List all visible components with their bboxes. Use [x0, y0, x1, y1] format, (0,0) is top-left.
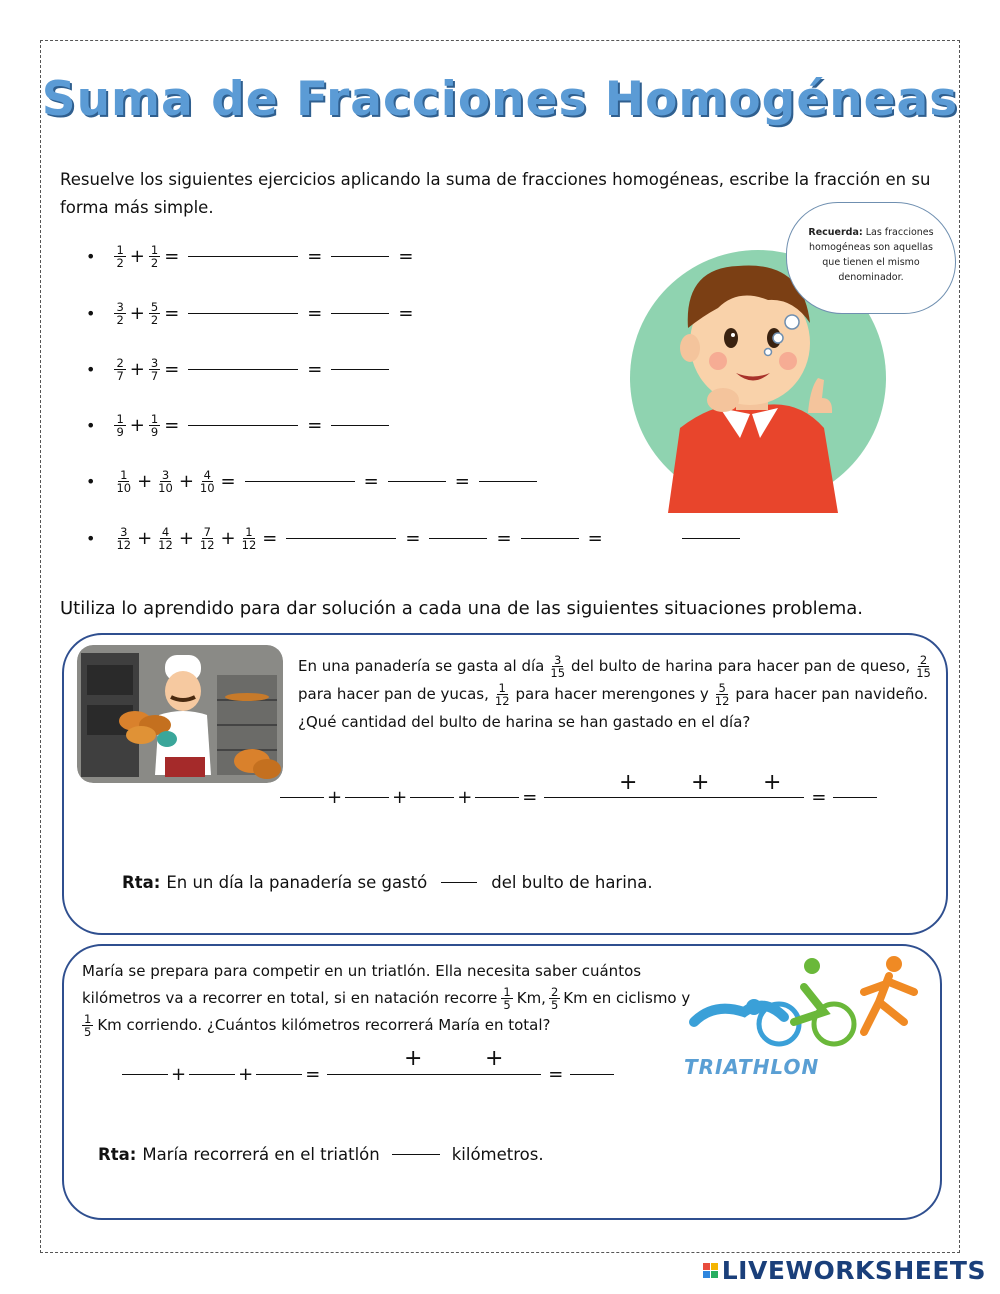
reminder-text: Las fracciones homogéneas son aquellas que tienen el mismo denominador. — [808, 227, 934, 283]
plus-sign: + — [178, 527, 194, 549]
problem1-fraction-1: $\frac{3}{15}$ — [550, 652, 566, 680]
bullet: • — [86, 471, 96, 491]
equals-sign: = — [262, 527, 278, 549]
answer-blank[interactable] — [570, 1074, 614, 1075]
problem1-fraction-2: $\frac{2}{15}$ — [916, 652, 931, 680]
problem1-text: En una panadería se gasta al día $\frac{3}{15}$ del bulto de harina para hacer pan de queso, $\frac{2}{15}$ para hacer pan de yucas, $\frac{1}{12}$ para hacer merengones y $\frac{5}{12}$ para hacer pan navideño. ¿Qué cantidad del bulto de harina se han gastado en el día? — [298, 652, 928, 736]
answer-blank[interactable] — [833, 797, 877, 798]
answer-blank[interactable] — [188, 425, 298, 426]
problem2-fraction-1: $\frac{1}{5}$ — [503, 985, 511, 1012]
answer-blank[interactable] — [188, 256, 298, 257]
rta-label: Rta: — [98, 1145, 137, 1164]
plus-sign: + — [178, 470, 194, 492]
plus-sign: + — [129, 245, 145, 267]
problem2-fraction-3: $\frac{1}{5}$ — [84, 1012, 92, 1039]
equals-sign: = — [164, 358, 180, 380]
answer-blank[interactable] — [256, 1074, 302, 1075]
page-title: Suma de Fracciones Homogéneas — [41, 72, 959, 127]
equals-sign: = — [496, 527, 512, 549]
plus-sign: + — [404, 1046, 423, 1071]
answer-blank[interactable] — [327, 1074, 541, 1075]
equals-sign: = — [307, 358, 323, 380]
answer-blank[interactable] — [188, 313, 298, 314]
answer-blank[interactable] — [429, 538, 487, 539]
answer-blank[interactable] — [475, 797, 519, 798]
equals-sign: = — [307, 245, 323, 267]
bullet: • — [86, 415, 96, 435]
fraction: $\frac{3}{2}$ — [116, 299, 124, 327]
answer-blank[interactable] — [410, 797, 454, 798]
plus-sign: + — [220, 527, 236, 549]
plus-sign: + — [763, 770, 782, 795]
rta-label: Rta: — [122, 873, 161, 892]
problem1-fraction-4: $\frac{5}{12}$ — [714, 680, 730, 708]
answer-blank[interactable] — [189, 1074, 235, 1075]
triathlon-label: TRIATHLON — [684, 1055, 820, 1079]
equals-sign: = — [220, 470, 236, 492]
answer-blank[interactable] — [388, 481, 446, 482]
plus-sign: + — [485, 1046, 504, 1071]
equals-sign: = — [307, 302, 323, 324]
reminder-bubble — [786, 202, 956, 314]
instructions-text: Resuelve los siguientes ejercicios aplicando la suma de fracciones homogéneas, escribe la fracción en su forma más simple. — [60, 170, 931, 217]
bullet: • — [86, 303, 96, 323]
answer-blank[interactable] — [280, 797, 324, 798]
problem1-answer: Rta: En un día la panadería se gastó del bulto de harina. — [122, 873, 653, 892]
triathlon-illustration — [684, 952, 934, 1052]
equals-sign: = — [398, 302, 414, 324]
equals-sign: = — [164, 245, 180, 267]
equals-sign: = — [363, 470, 379, 492]
problem2-text: María se prepara para competir en un triatlón. Ella necesita saber cuántos kilómetros va a recorrer en total, si en natación recorre $\frac{1}{5}$ Km, $\frac{2}{5}$ Km en ciclismo y $\frac{1}{5}$ Km corriendo. ¿Cuántos kilómetros recorrerá María en total? — [82, 962, 691, 1039]
equals-sign: = — [307, 414, 323, 436]
plus-sign: + — [691, 770, 710, 795]
fraction: $\frac{5}{2}$ — [150, 299, 159, 327]
fraction: $\frac{4}{10}$ — [199, 467, 215, 495]
reminder-label: Recuerda: — [808, 227, 863, 238]
answer-blank[interactable] — [188, 369, 298, 370]
answer-blank[interactable] — [682, 538, 740, 539]
plus-sign: + — [129, 358, 145, 380]
equals-sign: = — [587, 527, 603, 549]
equals-sign: = — [164, 414, 180, 436]
problem1-fraction-3: $\frac{1}{12}$ — [494, 680, 510, 708]
equals-sign: = — [405, 527, 421, 549]
liveworksheets-logo: LIVEWORKSHEETS — [703, 1256, 986, 1285]
fraction: $\frac{3}{10}$ — [158, 467, 173, 495]
answer-blank[interactable] — [392, 1154, 440, 1155]
answer-blank[interactable] — [479, 481, 537, 482]
fraction: $\frac{1}{2}$ — [150, 242, 159, 270]
answer-blank[interactable] — [286, 538, 396, 539]
answer-blank[interactable] — [245, 481, 355, 482]
fraction: $\frac{3}{12}$ — [116, 524, 132, 552]
fraction: $\frac{2}{7}$ — [116, 355, 124, 383]
equals-sign: = — [398, 245, 414, 267]
problem1-question: ¿Qué cantidad del bulto de harina se han gastado en el día? — [298, 713, 751, 731]
answer-blank[interactable] — [521, 538, 579, 539]
answer-blank[interactable] — [441, 882, 477, 883]
fraction: $\frac{1}{12}$ — [241, 524, 257, 552]
problem2-fraction-2: $\frac{2}{5}$ — [550, 985, 559, 1012]
equals-sign: = — [164, 302, 180, 324]
problem1-equation: + + + = = — [280, 787, 881, 808]
answer-blank[interactable] — [331, 256, 389, 257]
fraction: $\frac{1}{9}$ — [116, 411, 124, 439]
baker-illustration — [77, 645, 283, 783]
answer-blank[interactable] — [544, 797, 804, 798]
liveworksheets-icon — [703, 1263, 718, 1278]
fraction: $\frac{7}{12}$ — [199, 524, 215, 552]
fraction: $\frac{1}{2}$ — [116, 242, 124, 270]
exercise-6 — [86, 520, 746, 556]
answer-blank[interactable] — [331, 425, 389, 426]
exercise-3 — [86, 351, 395, 387]
bullet: • — [86, 528, 96, 548]
fraction: $\frac{4}{12}$ — [158, 524, 173, 552]
problem2-equation: + + = = — [122, 1064, 618, 1085]
section2-title: Utiliza lo aprendido para dar solución a cada una de las siguientes situaciones problema. — [60, 598, 864, 619]
exercise-2 — [86, 295, 416, 331]
fraction: $\frac{1}{9}$ — [150, 411, 159, 439]
fraction: $\frac{1}{10}$ — [116, 467, 132, 495]
plus-sign: + — [137, 470, 153, 492]
plus-sign: + — [137, 527, 153, 549]
exercise-1 — [86, 238, 416, 274]
bullet: • — [86, 359, 96, 379]
plus-sign: + — [619, 770, 638, 795]
exercise-5 — [86, 463, 543, 499]
plus-sign: + — [129, 302, 145, 324]
answer-blank[interactable] — [331, 313, 389, 314]
problem2-answer: Rta: María recorrerá en el triatlón kilómetros. — [98, 1145, 544, 1164]
exercise-4 — [86, 407, 395, 443]
bullet: • — [86, 246, 96, 266]
equals-sign: = — [454, 470, 470, 492]
plus-sign: + — [129, 414, 145, 436]
answer-blank[interactable] — [345, 797, 389, 798]
thought-dots — [750, 312, 810, 362]
answer-blank[interactable] — [331, 369, 389, 370]
fraction: $\frac{3}{7}$ — [150, 355, 159, 383]
answer-blank[interactable] — [122, 1074, 168, 1075]
